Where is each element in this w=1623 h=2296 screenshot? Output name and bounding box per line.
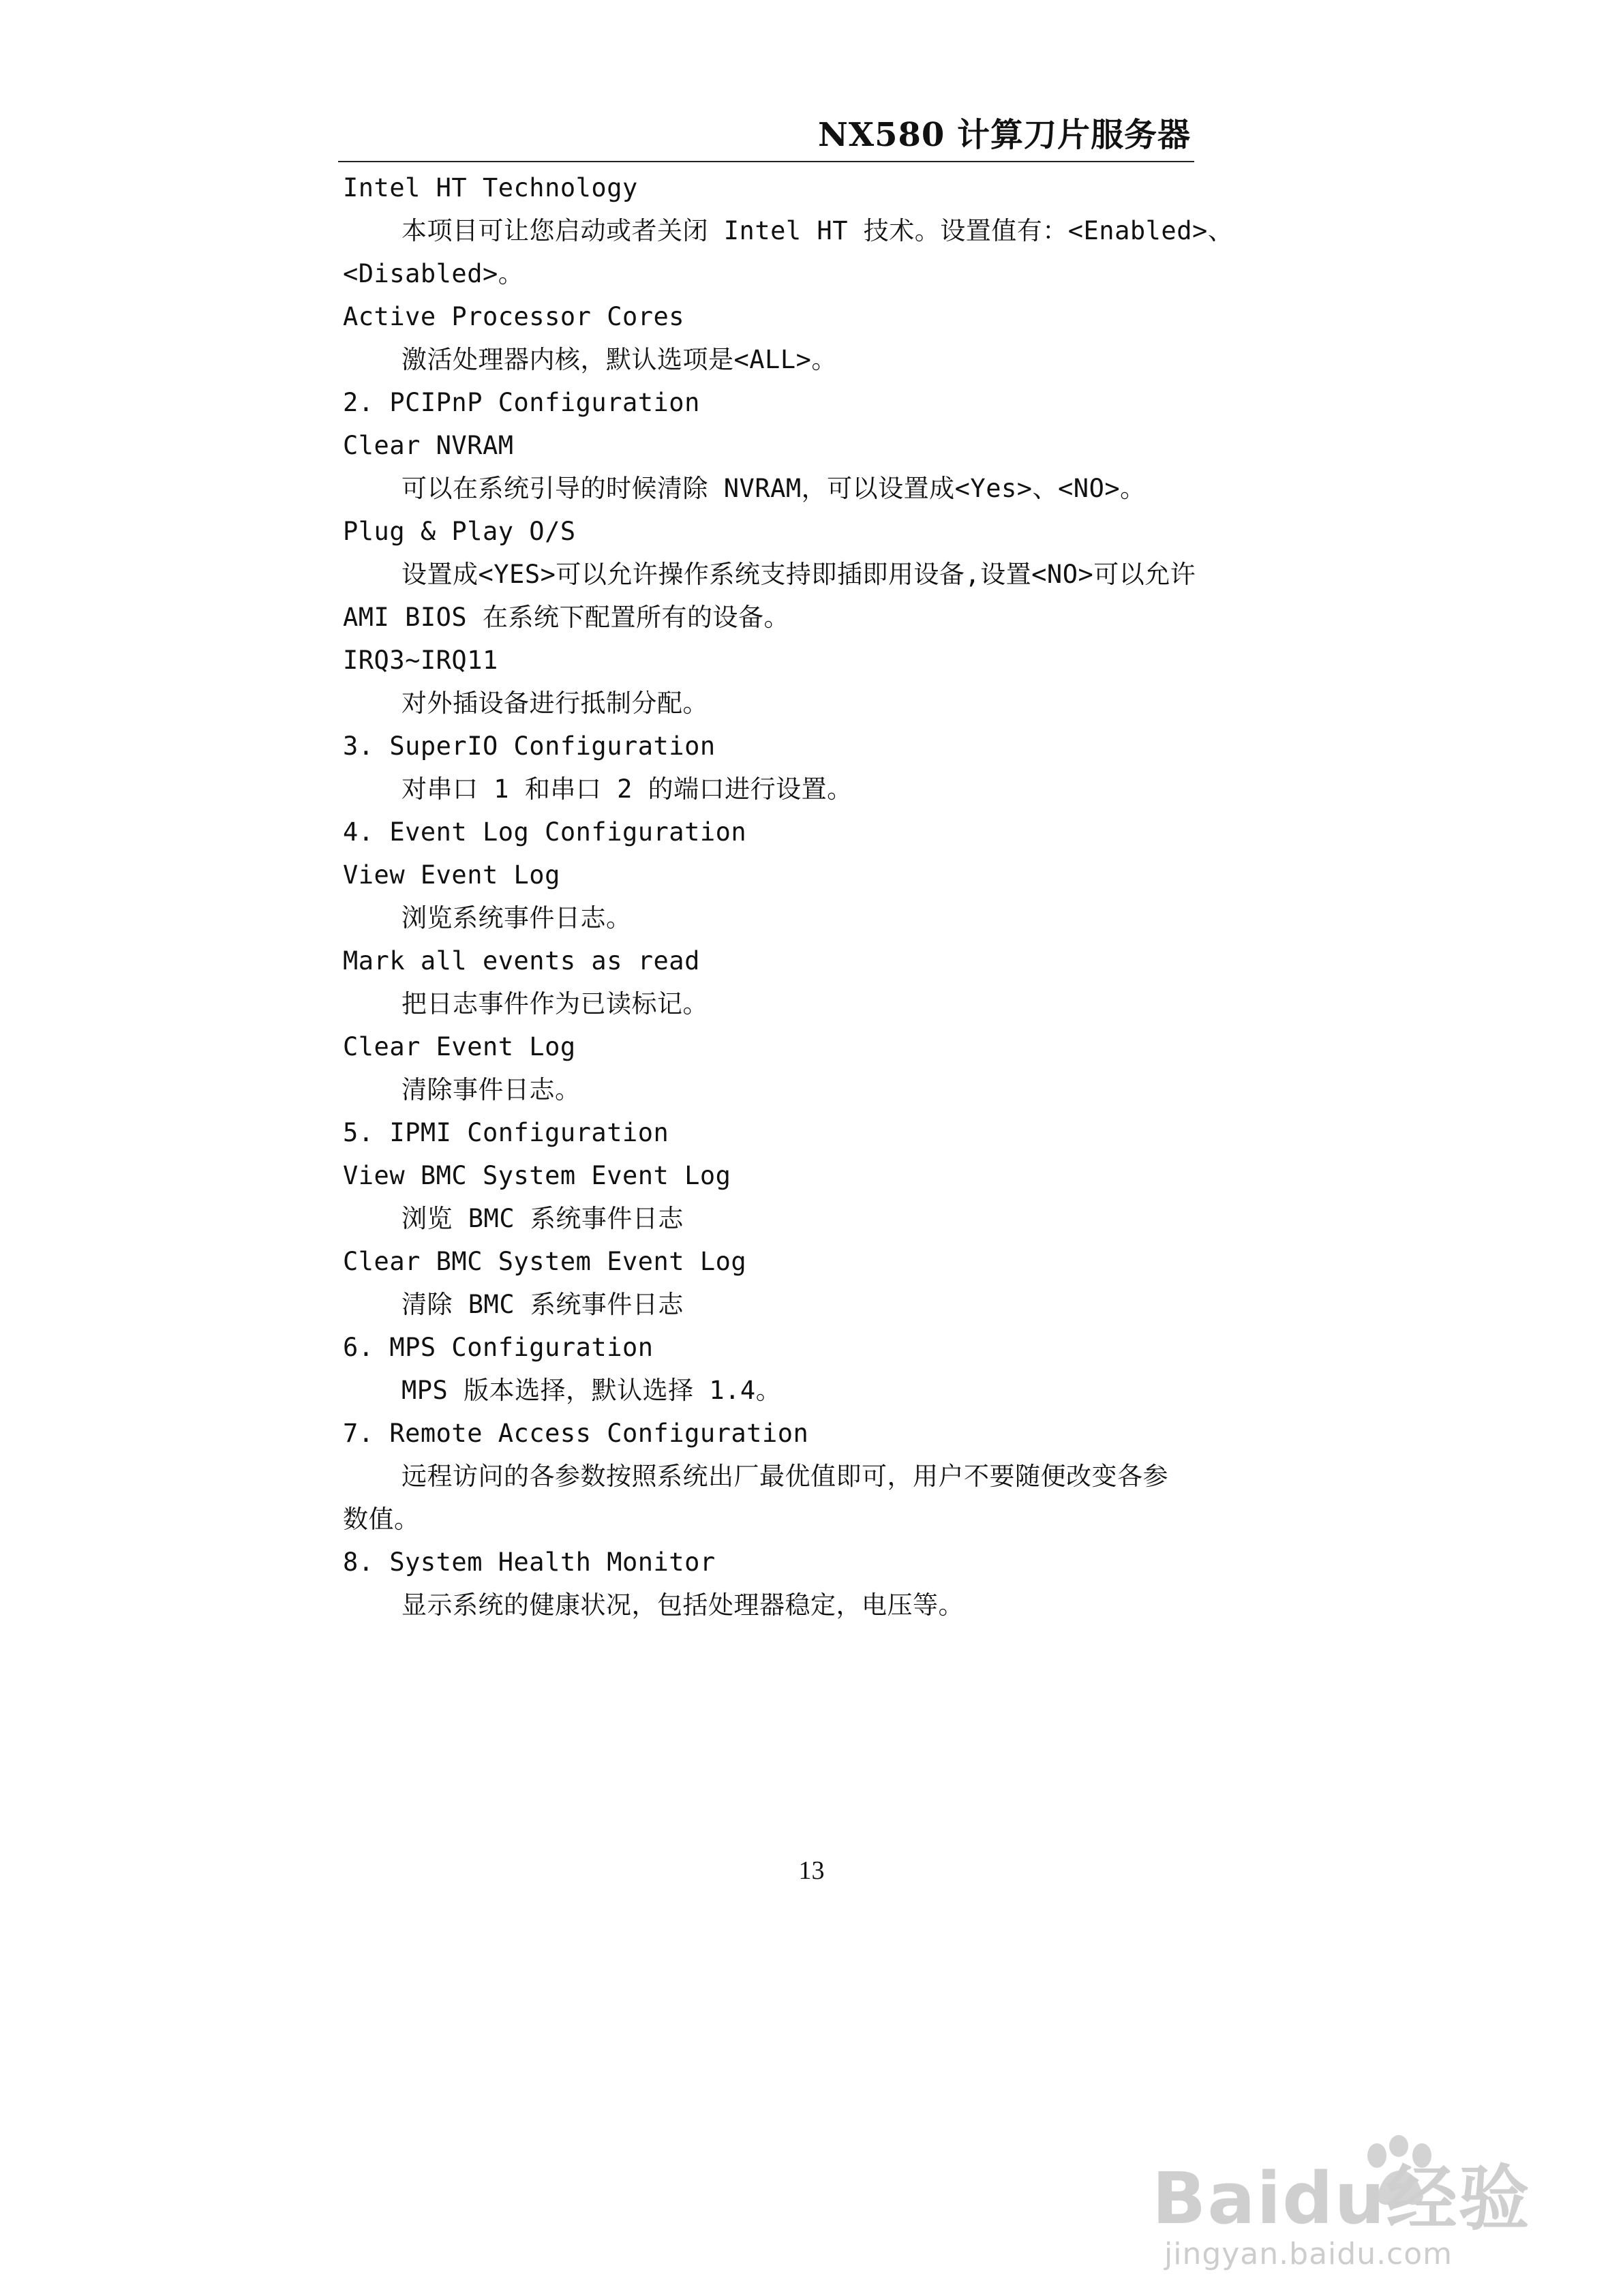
text-line: Clear Event Log <box>343 1032 576 1061</box>
text-line: 可以在系统引导的时候清除 NVRAM，可以设置成<Yes>、<NO>。 <box>401 474 1146 503</box>
text-line: 对外插设备进行抵制分配。 <box>401 689 708 718</box>
page-number: 13 <box>798 1856 825 1885</box>
text-line: 显示系统的健康状况，包括处理器稳定，电压等。 <box>401 1590 964 1620</box>
text-line: 远程访问的各参数按照系统出厂最优值即可，用户不要随便改变各参 <box>401 1462 1168 1491</box>
text-line: Intel HT Technology <box>343 173 638 202</box>
text-line: 清除 BMC 系统事件日志 <box>401 1290 684 1319</box>
text-line: 清除事件日志。 <box>401 1075 581 1104</box>
text-line: 设置成<YES>可以允许操作系统支持即插即用设备,设置<NO>可以允许 <box>401 560 1196 589</box>
watermark-url: jingyan.baidu.com <box>1164 2237 1453 2271</box>
text-line: 数值。 <box>343 1505 420 1534</box>
text-line: 2. PCIPnP Configuration <box>343 388 700 417</box>
watermark <box>1152 2134 1534 2270</box>
text-line: <Disabled>。 <box>343 259 524 288</box>
text-line: 6. MPS Configuration <box>343 1333 654 1362</box>
text-line: 本项目可让您启动或者关闭 Intel HT 技术。设置值有：<Enabled>、 <box>401 216 1234 245</box>
text-line: 4. Event Log Configuration <box>343 817 747 847</box>
text-line: AMI BIOS 在系统下配置所有的设备。 <box>343 603 789 632</box>
text-line: 5. IPMI Configuration <box>343 1118 669 1147</box>
header-rule <box>338 161 1194 162</box>
text-line: Active Processor Cores <box>343 302 685 331</box>
text-line: 8. System Health Monitor <box>343 1547 716 1577</box>
text-line: 把日志事件作为已读标记。 <box>401 989 708 1018</box>
text-line: MPS 版本选择，默认选择 1.4。 <box>401 1376 782 1405</box>
text-line: 对串口 1 和串口 2 的端口进行设置。 <box>401 774 853 804</box>
text-line: 7. Remote Access Configuration <box>343 1419 809 1448</box>
watermark-brand: Baidu经验 <box>1152 2157 1531 2240</box>
text-line: 3. SuperIO Configuration <box>343 731 716 761</box>
header-title: NX580 计算刀片服务器 <box>817 116 1191 154</box>
document-body <box>343 166 1270 1627</box>
text-line: IRQ3~IRQ11 <box>343 646 498 675</box>
text-line: Clear NVRAM <box>343 431 514 460</box>
text-line: 浏览 BMC 系统事件日志 <box>401 1204 684 1233</box>
text-line: 激活处理器内核，默认选项是<ALL>。 <box>401 345 837 374</box>
text-line: Plug & Play O/S <box>343 517 576 546</box>
text-line: View Event Log <box>343 860 560 890</box>
text-line: 浏览系统事件日志。 <box>401 903 632 933</box>
text-line: Clear BMC System Event Log <box>343 1247 747 1276</box>
text-line: View BMC System Event Log <box>343 1161 731 1190</box>
text-line: Mark all events as read <box>343 946 700 976</box>
